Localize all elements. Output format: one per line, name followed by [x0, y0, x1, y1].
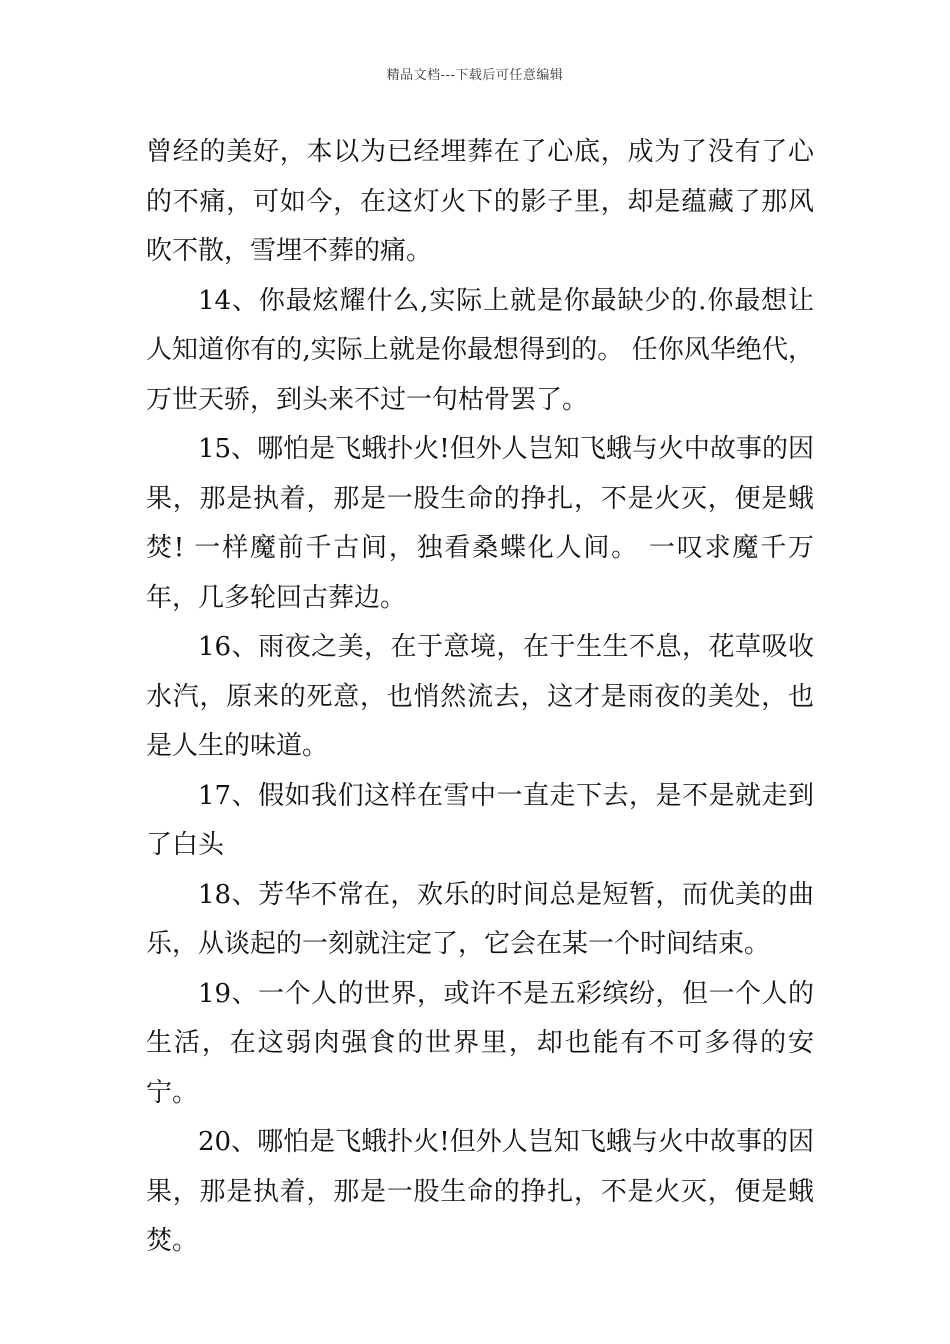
paragraph-1: 曾经的美好，本以为已经埋葬在了心底，成为了没有了心的不痛，可如今，在这灯火下的影子里，却是蕴藏了那风吹不散，雪埋不葬的痛。 — [146, 137, 814, 266]
paragraph-17: 17、假如我们这样在雪中一直走下去，是不是就走到了白头 — [146, 780, 814, 860]
page-header: 精品文档---下载后可任意编辑 — [386, 68, 564, 83]
paragraph-14: 14、你最炫耀什么,实际上就是你最缺少的.你最想让人知道你有的,实际上就是你最想得到的。 任你风华绝代，万世天骄，到头来不过一句枯骨罢了。 — [146, 285, 814, 415]
paragraph-20: 20、哪怕是飞蛾扑火!但外人岂知飞蛾与火中故事的因果，那是执着，那是一股生命的挣扎，不是火灭，便是蛾焚。 — [146, 1127, 814, 1256]
paragraph-16: 16、雨夜之美，在于意境，在于生生不息，花草吸收水汽，原来的死意，也悄然流去，这才是雨夜的美处，也是人生的味道。 — [146, 632, 814, 761]
paragraph-18: 18、芳华不常在，欢乐的时间总是短暂，而优美的曲乐，从谈起的一刻就注定了，它会在某一个时间结束。 — [146, 879, 814, 959]
document-body — [146, 128, 814, 1267]
paragraph-15: 15、哪怕是飞蛾扑火!但外人岂知飞蛾与火中故事的因果，那是执着，那是一股生命的挣扎，不是火灭，便是蛾焚! 一样魔前千古间，独看桑蝶化人间。 一叹求魔千万年，几多轮回古葬边。 — [146, 434, 814, 613]
paragraph-19: 19、一个人的世界，或许不是五彩缤纷，但一个人的生活，在这弱肉强食的世界里，却也能有不可多得的安宁。 — [146, 978, 814, 1108]
